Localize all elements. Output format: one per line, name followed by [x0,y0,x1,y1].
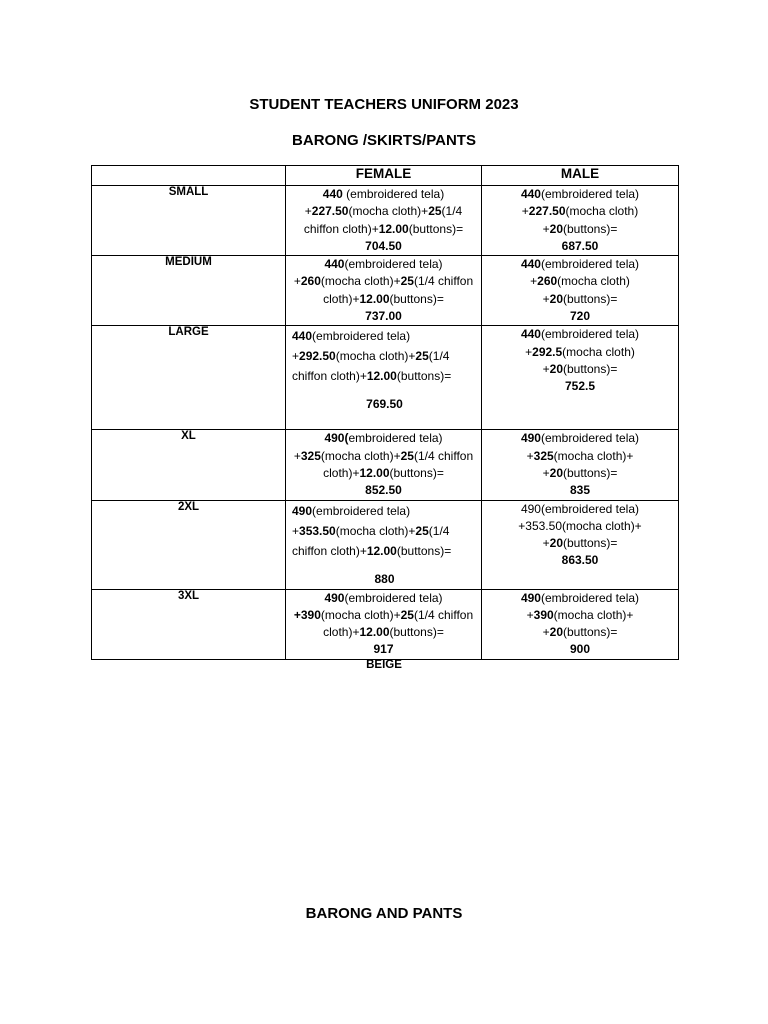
chiffon-label: (1/4 chiffon cloth)+ [292,523,450,558]
table-header-row [92,166,679,186]
male-total: 863.50 [561,553,599,568]
male-price-cell [482,589,679,659]
mocha-label: (mocha cloth)+ [348,204,429,219]
mocha-label: (mocha cloth) [565,204,639,219]
buttons-label: (buttons)= [396,369,452,384]
fabric-price: 440 [520,187,541,201]
buttons-price: 12.00 [359,291,390,306]
plus-sign: + [521,204,529,219]
mocha-price: 260 [300,274,321,289]
mocha-label: (mocha cloth) [562,344,635,359]
mocha-price: 390 [300,607,321,622]
buttons-price: 20 [549,625,563,640]
mocha-label: (mocha cloth)+ [320,607,401,622]
header-female: FEMALE [286,166,482,186]
mocha-label: (mocha cloth)+ [320,274,401,289]
mocha-line: +353.50(mocha cloth)+ [518,518,642,533]
buttons-price: 20 [549,291,563,306]
mocha-label: (mocha cloth)+ [553,607,634,622]
fabric-label: (embroidered tela) [344,590,443,605]
chiffon-price: 25 [400,607,414,622]
plus-sign: + [525,344,533,359]
fabric-line: 490(embroidered tela) [520,501,640,516]
buttons-label: (buttons)= [563,536,618,551]
female-total: 880 [374,571,395,586]
fabric-price: 490 [520,590,541,605]
mocha-price: 292.5 [532,344,563,359]
mocha-label: (mocha cloth)+ [335,523,416,538]
fabric-price: 490( [324,431,349,446]
fabric-price: 440 [520,257,541,272]
chiffon-price: 25 [428,204,442,219]
plus-sign: + [293,274,301,289]
male-total: 835 [569,483,591,498]
buttons-label: (buttons)= [563,291,618,306]
female-total: 852.50 [365,483,402,498]
document-subtitle: BARONG /SKIRTS/PANTS [292,132,476,149]
buttons-price: 20 [549,221,563,236]
header-size [92,166,286,186]
buttons-label: (buttons)= [563,361,618,376]
table-row [92,500,679,589]
table-row [92,589,679,659]
chiffon-price: 25 [415,523,429,538]
male-price-cell [482,430,679,500]
plus-sign: + [542,465,550,480]
mocha-label: (mocha cloth)+ [553,448,634,463]
chiffon-label: (1/4 chiffon cloth)+ [303,204,463,236]
female-price-cell [286,186,482,256]
chiffon-label: (1/4 chiffon cloth)+ [292,349,450,384]
document-title: STUDENT TEACHERS UNIFORM 2023 [249,96,519,113]
mocha-price: 353.50 [299,523,336,538]
female-price-cell [286,326,482,430]
size-cell: XL [92,430,286,500]
size-cell: SMALL [92,186,286,256]
male-total: 720 [569,309,591,324]
fabric-label: (embroidered tela) [540,590,640,605]
chiffon-price: 25 [415,349,429,364]
female-total: 737.00 [365,309,402,324]
buttons-label: (buttons)= [408,221,464,236]
table-row [92,186,679,256]
buttons-label: (buttons)= [389,465,444,480]
buttons-price: 12.00 [359,465,390,480]
fabric-label: (embroidered tela) [344,257,443,272]
plus-sign: + [293,448,301,463]
fabric-label: (embroidered tela) [312,503,411,518]
fabric-label: embroidered tela) [348,431,443,446]
fabric-label: (embroidered tela) [540,327,640,342]
female-total: 704.50 [365,238,402,253]
chiffon-label: (1/4 chiffon cloth)+ [323,448,474,480]
size-cell: 3XL [92,589,286,659]
plus-sign: + [304,204,312,219]
buttons-price: 12.00 [366,369,397,384]
plus-sign: + [292,349,300,364]
fabric-label: (embroidered tela) [540,187,640,201]
fabric-label: (embroidered tela) [540,431,640,446]
mocha-label: (mocha cloth)+ [320,448,401,463]
mocha-price: 390 [533,607,554,622]
buttons-label: (buttons)= [563,625,618,640]
plus-sign: + [293,607,301,622]
buttons-price: 12.00 [366,543,397,558]
plus-sign: + [542,625,550,640]
buttons-label: (buttons)= [389,625,444,640]
male-total: 752.5 [564,379,596,394]
buttons-price: 20 [549,361,563,376]
plus-sign: + [542,536,550,551]
mocha-label: (mocha cloth)+ [335,349,416,364]
section-heading: BARONG AND PANTS [305,905,463,922]
male-price-cell [482,500,679,589]
male-total: 687.50 [561,238,599,253]
fabric-price: 440 [322,187,343,201]
plus-sign: + [542,361,550,376]
fabric-price: 440 [324,257,345,272]
fabric-price: 440 [292,329,313,344]
female-price-cell [286,430,482,500]
mocha-price: 260 [537,274,558,289]
plus-sign: + [542,221,550,236]
mocha-price: 227.50 [311,204,349,219]
female-total: 769.50 [366,397,403,412]
chiffon-label: (1/4 chiffon cloth)+ [323,274,474,306]
size-cell: 2XL [92,500,286,589]
male-price-cell [482,256,679,326]
uniform-price-table [91,165,679,660]
male-total: 900 [569,642,591,657]
female-price-cell [286,589,482,659]
mocha-price: 292.50 [299,349,336,364]
size-cell: MEDIUM [92,256,286,326]
fabric-price: 490 [324,590,345,605]
buttons-price: 20 [549,536,563,551]
buttons-label: (buttons)= [563,221,618,236]
chiffon-label: (1/4 chiffon cloth)+ [323,607,474,640]
female-price-cell [286,500,482,589]
mocha-price: 325 [300,448,321,463]
plus-sign: + [530,274,538,289]
table-row [92,256,679,326]
chiffon-price: 25 [400,274,414,289]
mocha-price: 325 [533,448,554,463]
table-row [92,326,679,430]
buttons-label: (buttons)= [563,465,618,480]
table-row [92,430,679,500]
size-cell: LARGE [92,326,286,430]
fabric-label: (embroidered tela) [342,187,445,201]
male-price-cell [482,326,679,430]
color-note: BEIGE [366,659,402,671]
fabric-price: 490 [520,431,541,446]
buttons-label: (buttons)= [396,543,452,558]
male-price-cell [482,186,679,256]
plus-sign: + [526,607,534,622]
female-total: 917 [373,642,394,657]
buttons-label: (buttons)= [389,291,444,306]
fabric-price: 440 [520,327,541,342]
plus-sign: + [526,448,534,463]
fabric-label: (embroidered tela) [540,257,640,272]
fabric-price: 490 [292,503,313,518]
buttons-price: 12.00 [359,625,390,640]
mocha-label: (mocha cloth) [557,274,630,289]
female-price-cell [286,256,482,326]
fabric-label: (embroidered tela) [312,329,411,344]
buttons-price: 12.00 [378,221,409,236]
header-male: MALE [482,166,679,186]
mocha-price: 227.50 [528,204,566,219]
chiffon-price: 25 [400,448,414,463]
buttons-price: 20 [549,465,563,480]
plus-sign: + [292,523,300,538]
plus-sign: + [542,291,550,306]
